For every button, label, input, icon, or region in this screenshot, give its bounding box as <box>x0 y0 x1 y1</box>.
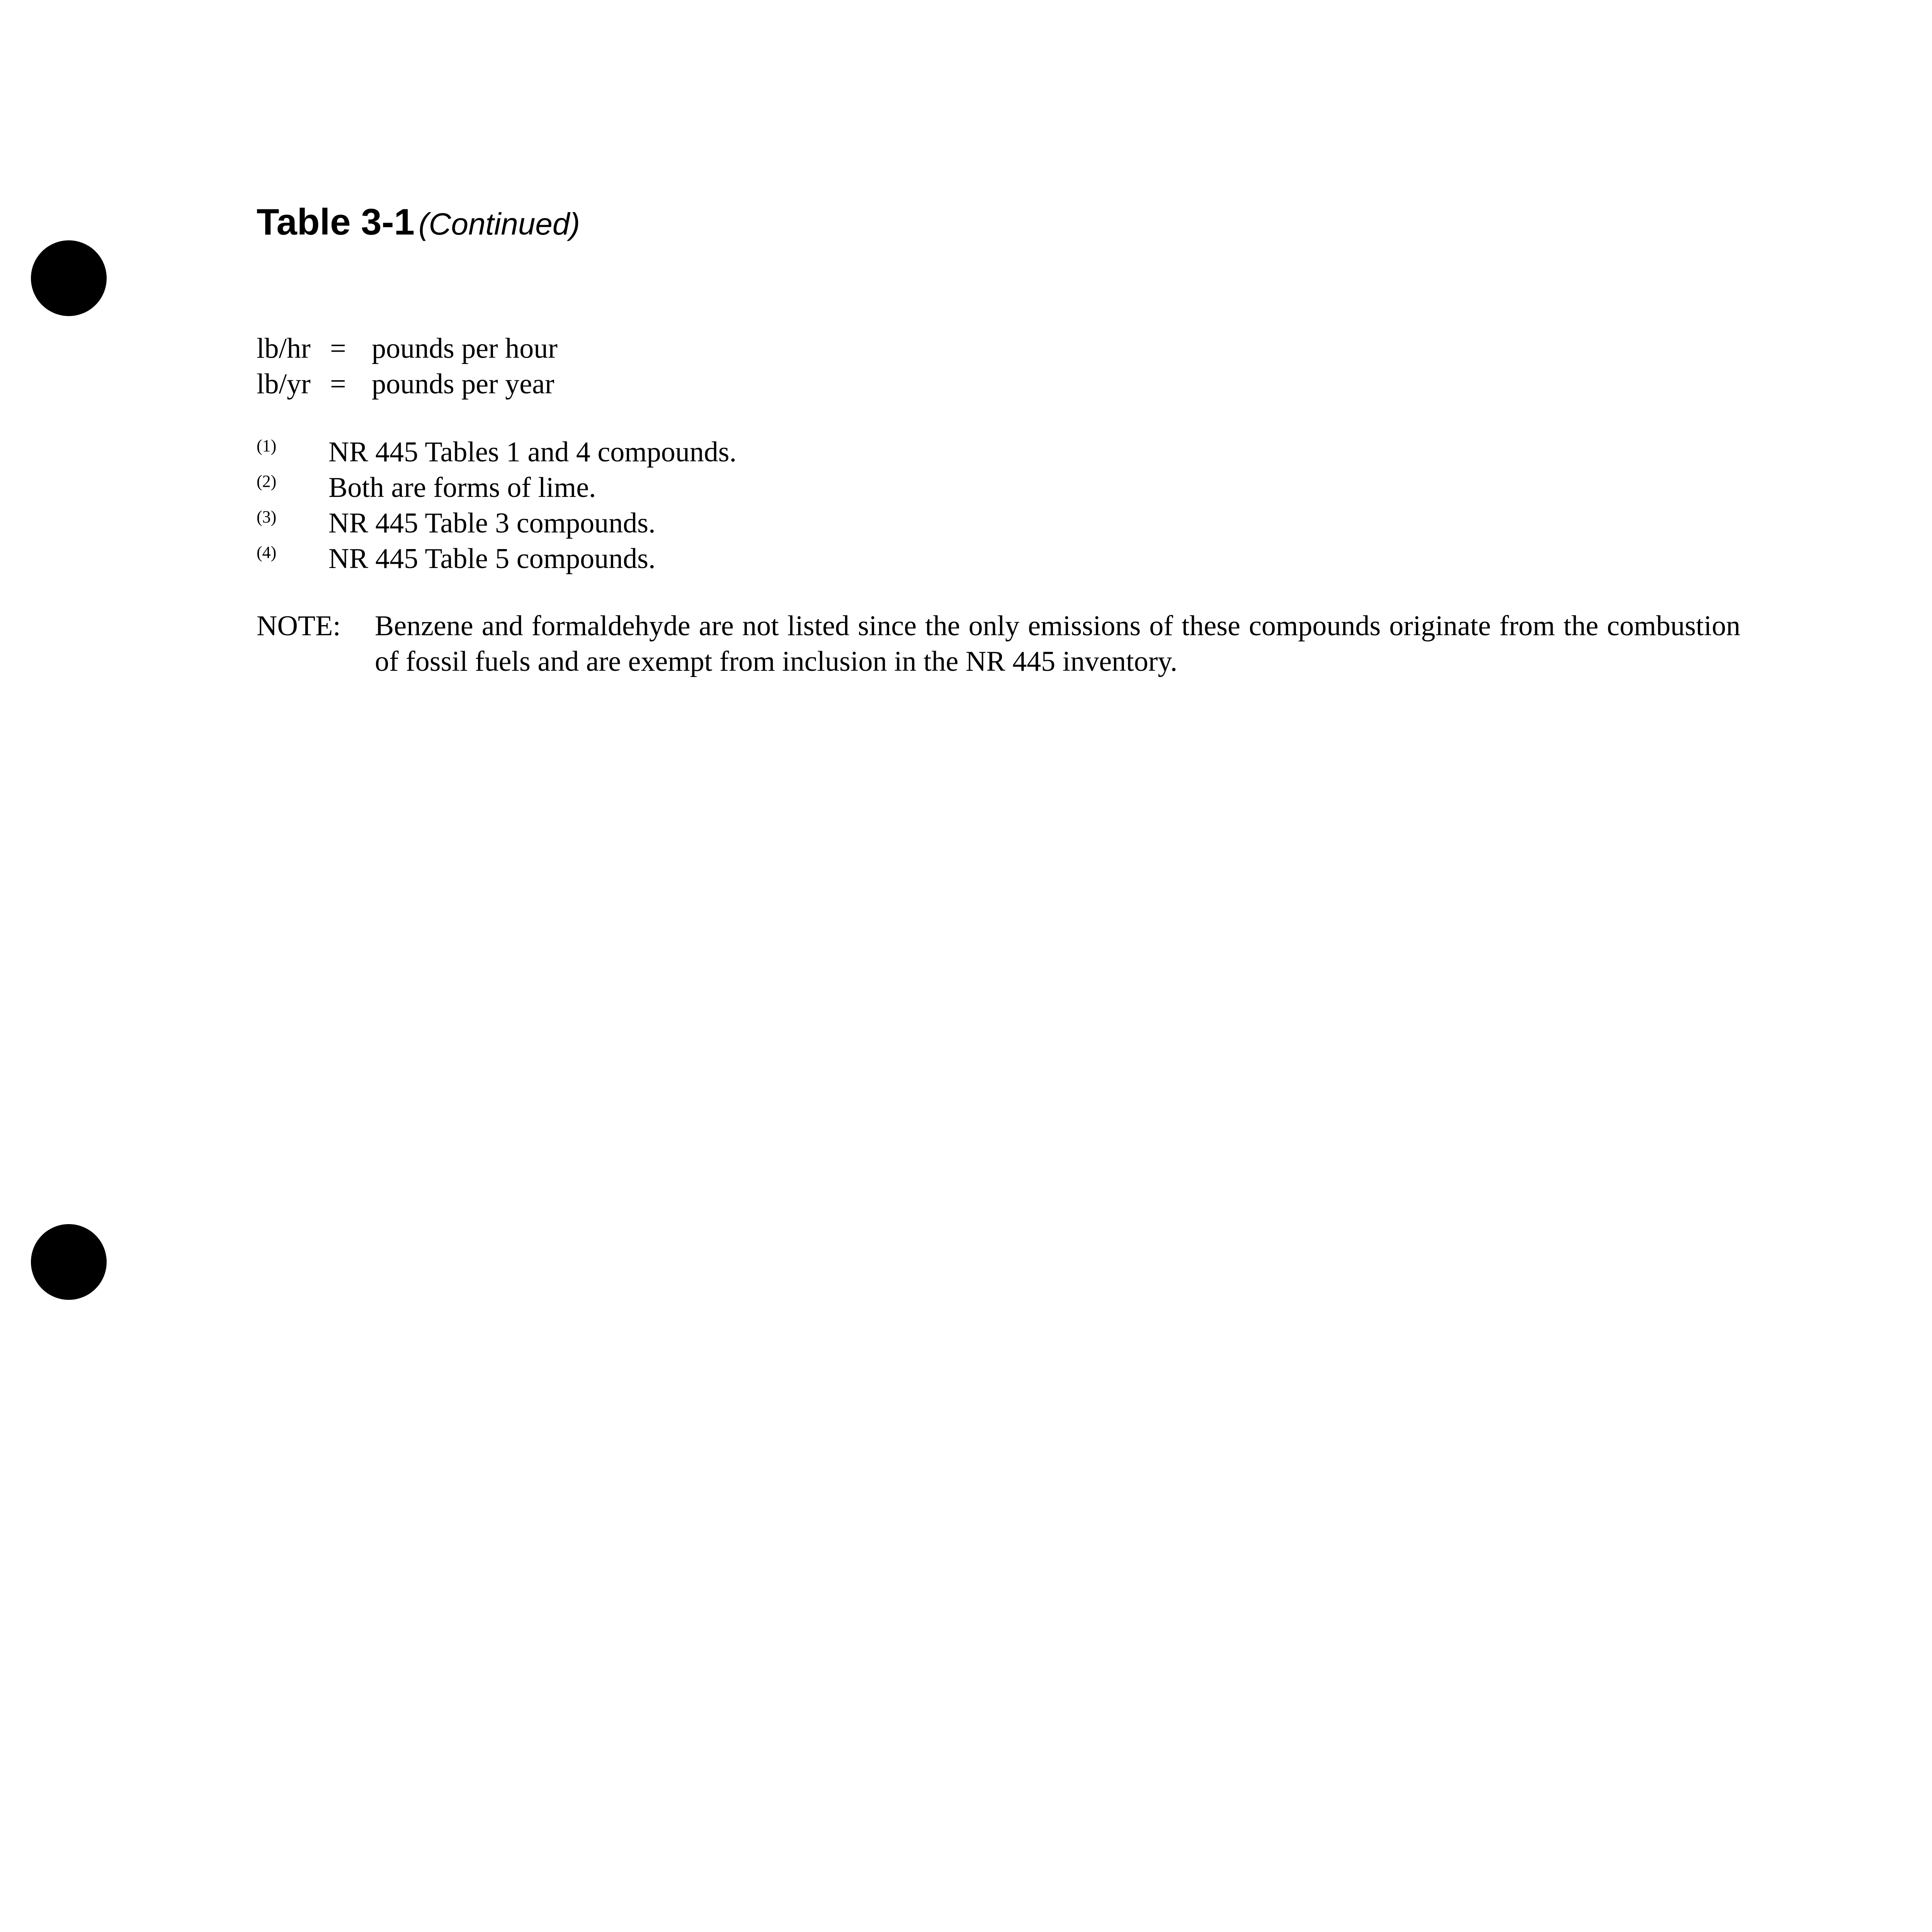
table-title <box>257 201 580 243</box>
abbreviation-equals: = <box>330 333 346 364</box>
footnote <box>257 505 736 541</box>
note-label: NOTE: <box>257 610 341 642</box>
punch-hole-top <box>31 240 107 316</box>
note-block <box>257 608 1740 679</box>
footnote <box>257 470 736 505</box>
footnote-text: Both are forms of lime. <box>328 472 596 503</box>
footnote-text: NR 445 Table 3 compounds. <box>328 507 656 539</box>
footnote-list <box>257 434 736 577</box>
footnote-marker: (1) <box>257 436 277 455</box>
footnote <box>257 434 736 470</box>
note-text: Benzene and formaldehyde are not listed since the only emissions of these compounds originate from the combustion of fossil fuels and are exempt from inclusion in the NR 445 inventory. <box>375 610 1740 677</box>
footnote-text: NR 445 Tables 1 and 4 compounds. <box>328 436 737 468</box>
abbreviation-term: lb/hr <box>257 333 311 364</box>
footnote-marker: (3) <box>257 507 277 526</box>
abbreviation-definition: pounds per year <box>372 368 554 400</box>
footnote-marker: (2) <box>257 472 277 491</box>
footnote-marker: (4) <box>257 543 277 562</box>
abbreviation-term: lb/yr <box>257 368 311 400</box>
footnote-text: NR 445 Table 5 compounds. <box>328 543 656 575</box>
punch-hole-middle <box>31 1224 107 1300</box>
abbreviation-list <box>257 331 558 402</box>
abbreviation-row <box>257 331 558 366</box>
abbreviation-equals: = <box>330 368 346 400</box>
abbreviation-definition: pounds per hour <box>372 333 558 364</box>
footnote <box>257 541 736 577</box>
table-title-label: Table 3-1 <box>257 201 415 243</box>
table-title-continued: (Continued) <box>418 207 580 241</box>
abbreviation-row <box>257 366 558 402</box>
